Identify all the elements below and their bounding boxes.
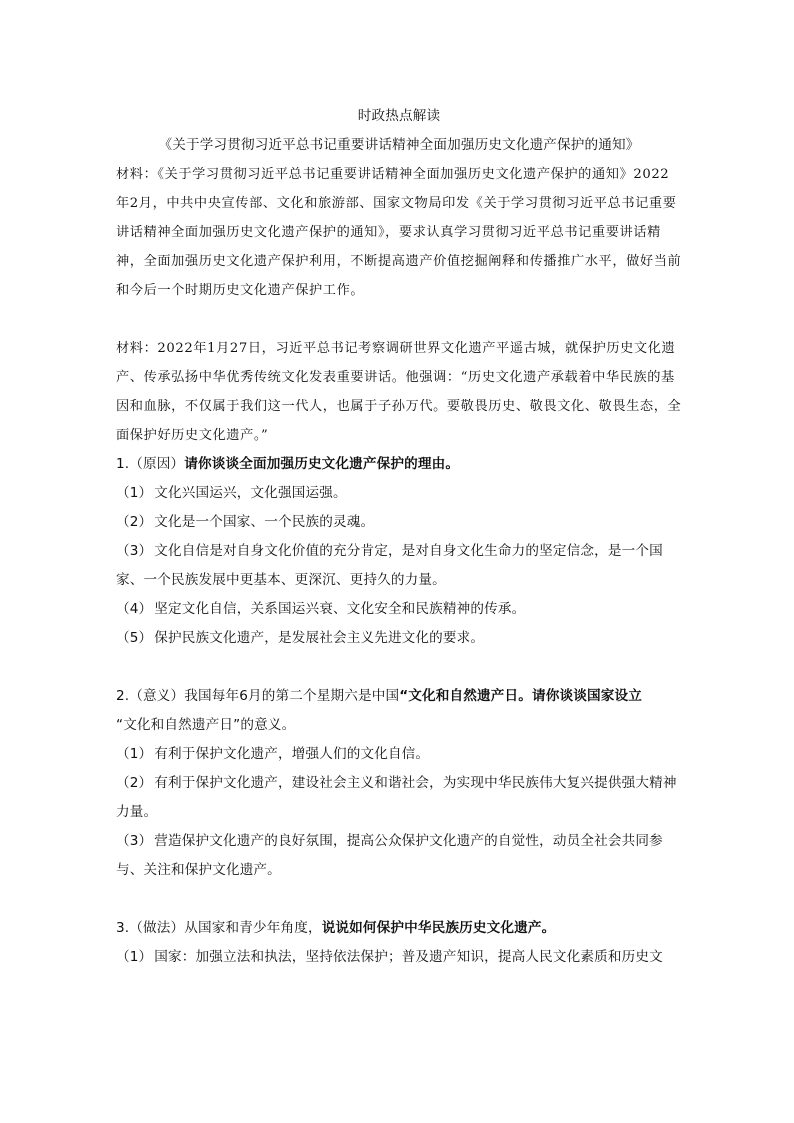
answer-item (116, 769, 682, 827)
question-3 (116, 914, 682, 943)
answer-number: （3） (116, 833, 153, 849)
material-paragraph-1 (116, 160, 682, 305)
question-text: 从国家和青少年角度， (184, 920, 322, 936)
material-text: 2022年1月27日，习近平总书记考察调研世界文化遗产平遥古城，就保护历史文化遗产、传承弘扬中华优秀传统文化发表重要讲话。他强调：“历史文化遗产承载着中华民族的基因和血脉，不仅属于我们这一代人，也属于子孙万代。要敬畏历史、敬畏文化、敬畏生态，全面保护好历史文化遗产。” (116, 341, 682, 443)
question-text: “文化和自然遗产日”的意义。 (116, 717, 296, 733)
material-label: 材料： (116, 167, 158, 182)
answer-item (116, 943, 682, 972)
question-tag: 1.（原因） (116, 456, 185, 472)
answer-item (116, 740, 682, 769)
answer-text: 营造保护文化遗产的良好氛围，提高公众保护文化遗产的自觉性，动员全社会共同参与、关注和保护文化遗产。 (116, 833, 663, 878)
answer-text: 文化是一个国家、一个民族的灵魂。 (154, 514, 375, 530)
material-label: 材料： (116, 341, 158, 356)
spacer (116, 305, 682, 334)
answer-item (116, 479, 682, 508)
answer-text: 国家：加强立法和执法，坚持依法保护；普及遗产知识，提高人民文化素质和历史文 (154, 949, 663, 965)
question-text-bold: 说说如何保护中华民族历史文化遗产。 (321, 920, 556, 936)
question-1 (116, 450, 682, 479)
answer-item (116, 827, 682, 885)
answer-number: （2） (116, 775, 153, 791)
material-text: 《关于学习贯彻习近平总书记重要讲话精神全面加强历史文化遗产保护的通知》2022年2月，中共中央宣传部、文化和旅游部、国家文物局印发《关于学习贯彻习近平总书记重要讲话精神全面加强历史文化遗产保护的通知》，要求认真学习贯彻习近平总书记重要讲话精神，全面加强历史文化遗产保护利用，不断提高遗产价值挖掘阐释和传播推广水平，做好当前和今后一个时期历史文化遗产保护工作。 (116, 167, 682, 298)
answer-number: （2） (116, 514, 153, 530)
answer-text: 保护民族文化遗产，是发展社会主义先进文化的要求。 (154, 630, 485, 646)
question-text: 请你谈谈全面加强历史文化遗产保护的理由。 (184, 456, 460, 472)
answer-item (116, 595, 682, 624)
material-paragraph-2 (116, 334, 682, 450)
document-content (116, 102, 682, 972)
answer-item (116, 624, 682, 653)
answer-text: 文化兴国运兴，文化强国运强。 (154, 485, 347, 501)
page-title: 时政热点解读 (357, 108, 441, 124)
answer-text: 坚定文化自信，关系国运兴衰、文化安全和民族精神的传承。 (154, 601, 526, 617)
question-tag: 2.（意义） (116, 688, 185, 704)
answer-item (116, 537, 682, 595)
answer-number: （4） (116, 601, 153, 617)
answer-number: （1） (116, 746, 153, 762)
question-tag: 3.（做法） (116, 920, 185, 936)
question-text: 我国每年6月的第二个星期六是中国 (184, 688, 400, 704)
page-subtitle: 《关于学习贯彻习近平总书记重要讲话精神全面加强历史文化遗产保护的通知》 (158, 137, 640, 153)
answer-text: 文化自信是对自身文化价值的充分肯定，是对自身文化生命力的坚定信念，是一个国家、一个民族发展中更基本、更深沉、更持久的力量。 (116, 543, 663, 588)
answer-text: 有利于保护文化遗产，建设社会主义和谐社会，为实现中华民族伟大复兴提供强大精神力量。 (116, 775, 677, 820)
answer-number: （1） (116, 485, 153, 501)
question-text-bold: “文化和自然遗产日。请你谈谈国家设立 (399, 688, 642, 704)
spacer (116, 885, 682, 914)
spacer (116, 653, 682, 682)
answer-number: （5） (116, 630, 153, 646)
question-2 (116, 682, 682, 711)
question-2-continued (116, 711, 682, 740)
answer-number: （3） (116, 543, 153, 559)
answer-item (116, 508, 682, 537)
answer-number: （1） (116, 949, 153, 965)
answer-text: 有利于保护文化遗产，增强人们的文化自信。 (154, 746, 430, 762)
